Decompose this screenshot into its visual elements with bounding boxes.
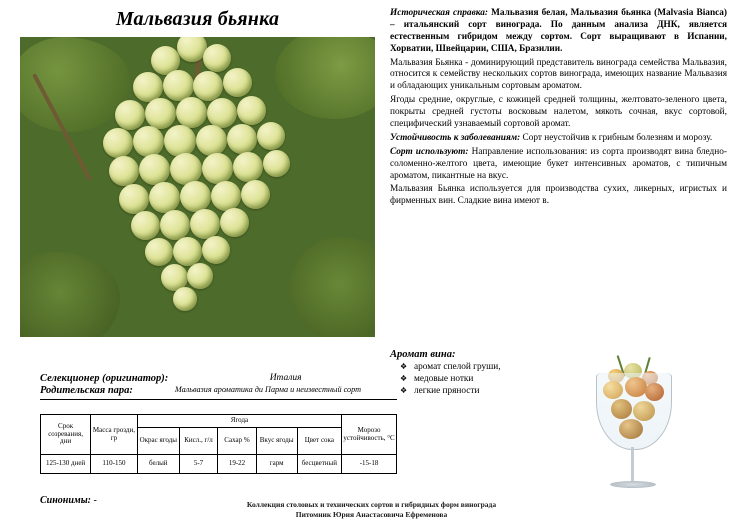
th-frost: Морозо устойчивость, °С <box>342 415 397 455</box>
list-item: ❖ медовые нотки <box>400 374 590 384</box>
disease-paragraph <box>390 133 727 145</box>
th-berry-color: Окрас ягоды <box>137 428 179 455</box>
fruit-in-glass <box>645 383 664 401</box>
td-berry-taste: гарм <box>256 455 297 474</box>
parents-value: Мальвазия ароматика ди Парма и неизвестный сорт <box>174 385 362 395</box>
variety-info-block <box>40 373 397 403</box>
usage-paragraph <box>390 147 727 183</box>
td-acidity: 5-7 <box>179 455 217 474</box>
page-title: Мальвазия бьянка <box>115 8 280 30</box>
fruit-in-glass <box>625 377 647 397</box>
breeder-row <box>40 373 397 385</box>
glass-foot <box>610 481 656 488</box>
history-paragraph <box>390 8 727 56</box>
breeder-label: Селекционер (оригинатор): <box>40 373 169 384</box>
aroma-title: Аромат вина: <box>390 349 456 360</box>
list-item: ❖ легкие пряности <box>400 386 590 396</box>
fruit-in-glass <box>619 419 643 439</box>
glass-bowl <box>596 373 672 450</box>
disease-text: Сорт неустойчив к грибным болезням и морозу. <box>520 132 713 143</box>
characteristics-table <box>40 414 397 474</box>
grape-bunch-photo <box>20 37 375 337</box>
disease-label: Устойчивость к заболеваниям: <box>390 132 521 143</box>
td-frost: -15-18 <box>342 455 397 474</box>
parents-label: Родительская пара: <box>40 385 133 397</box>
description-column <box>390 8 727 210</box>
list-item: ❖ аромат спелой груши, <box>400 362 590 372</box>
td-cluster-mass: 110-150 <box>91 455 138 474</box>
description-paragraph-2: Мальвазия Бьянка - доминирующий представитель винограда семейства Мальвазия, относится к семейству нескольких сортов винограда, имеющих название Мальвазия и обладающих уникальным сортовым ароматом. <box>390 57 727 92</box>
usage-text: Направление использования: из сорта производят вина бледно-соломенно-желтого цвета, имеющие букет интенсивных ароматов, с типичным ароматом, пикантные на вкус. <box>390 146 727 181</box>
fruit-in-glass <box>611 399 632 419</box>
berry-cluster <box>73 37 323 320</box>
synonyms-value: - <box>93 495 97 506</box>
glass-stem <box>631 447 634 483</box>
parents-row <box>40 385 397 397</box>
th-sugar: Сахар % <box>218 428 256 455</box>
td-ripening: 125-130 дней <box>41 455 91 474</box>
wine-glass-image <box>560 355 710 495</box>
history-label: Историческая справка: <box>390 8 488 18</box>
td-juice-color: бесцветный <box>297 455 342 474</box>
table-header-row <box>41 415 397 428</box>
left-column <box>20 6 395 506</box>
footer-line-2: Питомник Юрия Анастасовича Ефременова <box>295 509 448 519</box>
history-text: Мальвазия белая, Мальвазия бьянка (Malvasia Bianca) – итальянский сорт винограда. По данным анализа ДНК, является естественным гибридом между сортом. Сорт выращивают в Испании, Хорватии, Швейцарии, США, Бразилии. <box>390 8 727 54</box>
fruit-in-glass <box>603 381 623 399</box>
footer <box>0 500 743 520</box>
td-berry-color: белый <box>137 455 179 474</box>
divider <box>40 399 397 400</box>
description-paragraph-4: Мальвазия Бьянка используется для производства сухих, ликерных, игристых и фирменных вин. Сладкие вина имеют в. <box>390 184 727 207</box>
description-paragraph-3: Ягоды средние, округлые, с кожицей средней толщины, желтовато-зеленого цвета, покрыты средней густоты восковым налетом, мякоть сочная, вкус сортовой, специфический узнаваемый сортовой аромат. <box>390 95 727 130</box>
breeder-value: Италия <box>269 373 302 383</box>
fruit-in-glass <box>633 401 655 421</box>
th-juice-color: Цвет сока <box>297 428 342 455</box>
table-row <box>41 455 397 474</box>
usage-label: Сорт используют: <box>390 146 469 157</box>
th-berry-taste: Вкус ягоды <box>256 428 297 455</box>
th-acidity: Кисл., г/л <box>179 428 217 455</box>
th-ripening: Срок созревания, дни <box>41 415 91 455</box>
td-sugar: 19-22 <box>218 455 256 474</box>
footer-line-1: Коллекция столовых и технических сортов и гибридных форм винограда <box>246 499 497 509</box>
th-berry-group: Ягода <box>137 415 341 428</box>
th-cluster-mass: Масса грозди, гр <box>91 415 138 455</box>
synonyms-label: Синонимы: <box>40 495 92 506</box>
